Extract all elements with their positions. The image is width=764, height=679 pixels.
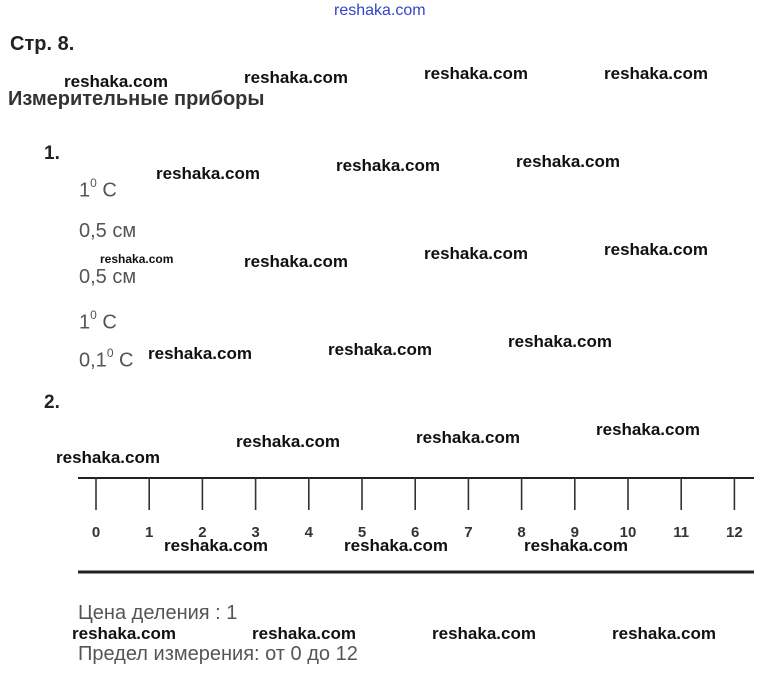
watermark-text: reshaka.com xyxy=(424,64,528,83)
watermark-text: reshaka.com xyxy=(244,252,348,271)
answer-value: 1 xyxy=(79,311,91,334)
watermark-text: reshaka.com xyxy=(596,420,700,439)
measurement-limit-label: Предел измерения: от 0 до 12 xyxy=(78,643,358,665)
answer-superscript: 0 xyxy=(90,308,97,322)
ruler-tick-label: 3 xyxy=(251,524,260,541)
watermark-text: reshaka.com xyxy=(244,68,348,87)
ruler-tick-label: 9 xyxy=(570,524,579,541)
ruler-tick-label: 5 xyxy=(357,524,367,541)
answer-value: 0,5 см xyxy=(79,266,137,288)
watermark-text: reshaka.com xyxy=(164,536,268,555)
answer-line-5 xyxy=(79,348,134,373)
watermark-text: reshaka.com xyxy=(524,536,628,555)
answer-value: 0,1 xyxy=(79,349,107,372)
watermark-text: reshaka.com xyxy=(612,624,716,643)
ruler-tick-label: 8 xyxy=(517,524,526,541)
watermark-text: reshaka.com xyxy=(508,332,612,351)
answer-line-3 xyxy=(79,266,136,289)
watermark-text: reshaka.com xyxy=(328,340,432,359)
ruler-tick-label: 11 xyxy=(673,524,690,541)
answer-line-4 xyxy=(79,310,117,335)
watermark-text: reshaka.com xyxy=(516,152,620,171)
answer-value: 1 xyxy=(79,179,91,202)
ruler-scale xyxy=(76,470,756,580)
ruler-tick-label: 10 xyxy=(619,524,637,541)
section-title: Измерительные приборы xyxy=(8,88,265,110)
task-1-number: 1. xyxy=(44,143,60,164)
answer-unit: С xyxy=(96,311,117,334)
ruler-tick-label: 0 xyxy=(91,524,101,541)
ruler-tick-label: 1 xyxy=(145,524,154,541)
site-header-link[interactable]: reshaka.com xyxy=(334,2,426,19)
answer-unit: С xyxy=(96,179,117,202)
ruler-tick-label: 4 xyxy=(304,524,313,541)
watermark-text: reshaka.com xyxy=(604,64,708,83)
watermark-text: reshaka.com xyxy=(424,244,528,263)
watermark-text: reshaka.com xyxy=(416,428,520,447)
watermark-text: reshaka.com xyxy=(236,432,340,451)
watermark-text: reshaka.com xyxy=(432,624,536,643)
task-2-number: 2. xyxy=(44,392,60,413)
watermark-text: reshaka.com xyxy=(148,344,252,363)
ruler-tick-label: 2 xyxy=(198,524,207,541)
answer-line-2 xyxy=(79,220,136,243)
watermark-text: reshaka.com xyxy=(344,536,448,555)
watermark-text: reshaka.com xyxy=(336,156,440,175)
answer-superscript: 0 xyxy=(90,176,97,190)
ruler-tick-label: 12 xyxy=(726,524,743,541)
watermark-text: reshaka.com xyxy=(72,624,176,643)
division-price-label: Цена деления : 1 xyxy=(78,602,238,624)
ruler-tick-label: 6 xyxy=(411,524,420,541)
watermark-text: reshaka.com xyxy=(100,252,174,266)
answer-unit: С xyxy=(113,349,134,372)
watermark-text: reshaka.com xyxy=(64,72,168,91)
answer-line-1 xyxy=(79,178,117,203)
page-reference: Стр. 8. xyxy=(10,33,75,55)
answer-superscript: 0 xyxy=(106,346,114,360)
ruler-tick-label: 7 xyxy=(464,524,473,541)
answer-value: 0,5 см xyxy=(79,220,137,242)
watermark-text: reshaka.com xyxy=(156,164,260,183)
watermark-text: reshaka.com xyxy=(604,240,708,259)
watermark-text: reshaka.com xyxy=(56,448,160,467)
watermark-text: reshaka.com xyxy=(252,624,356,643)
